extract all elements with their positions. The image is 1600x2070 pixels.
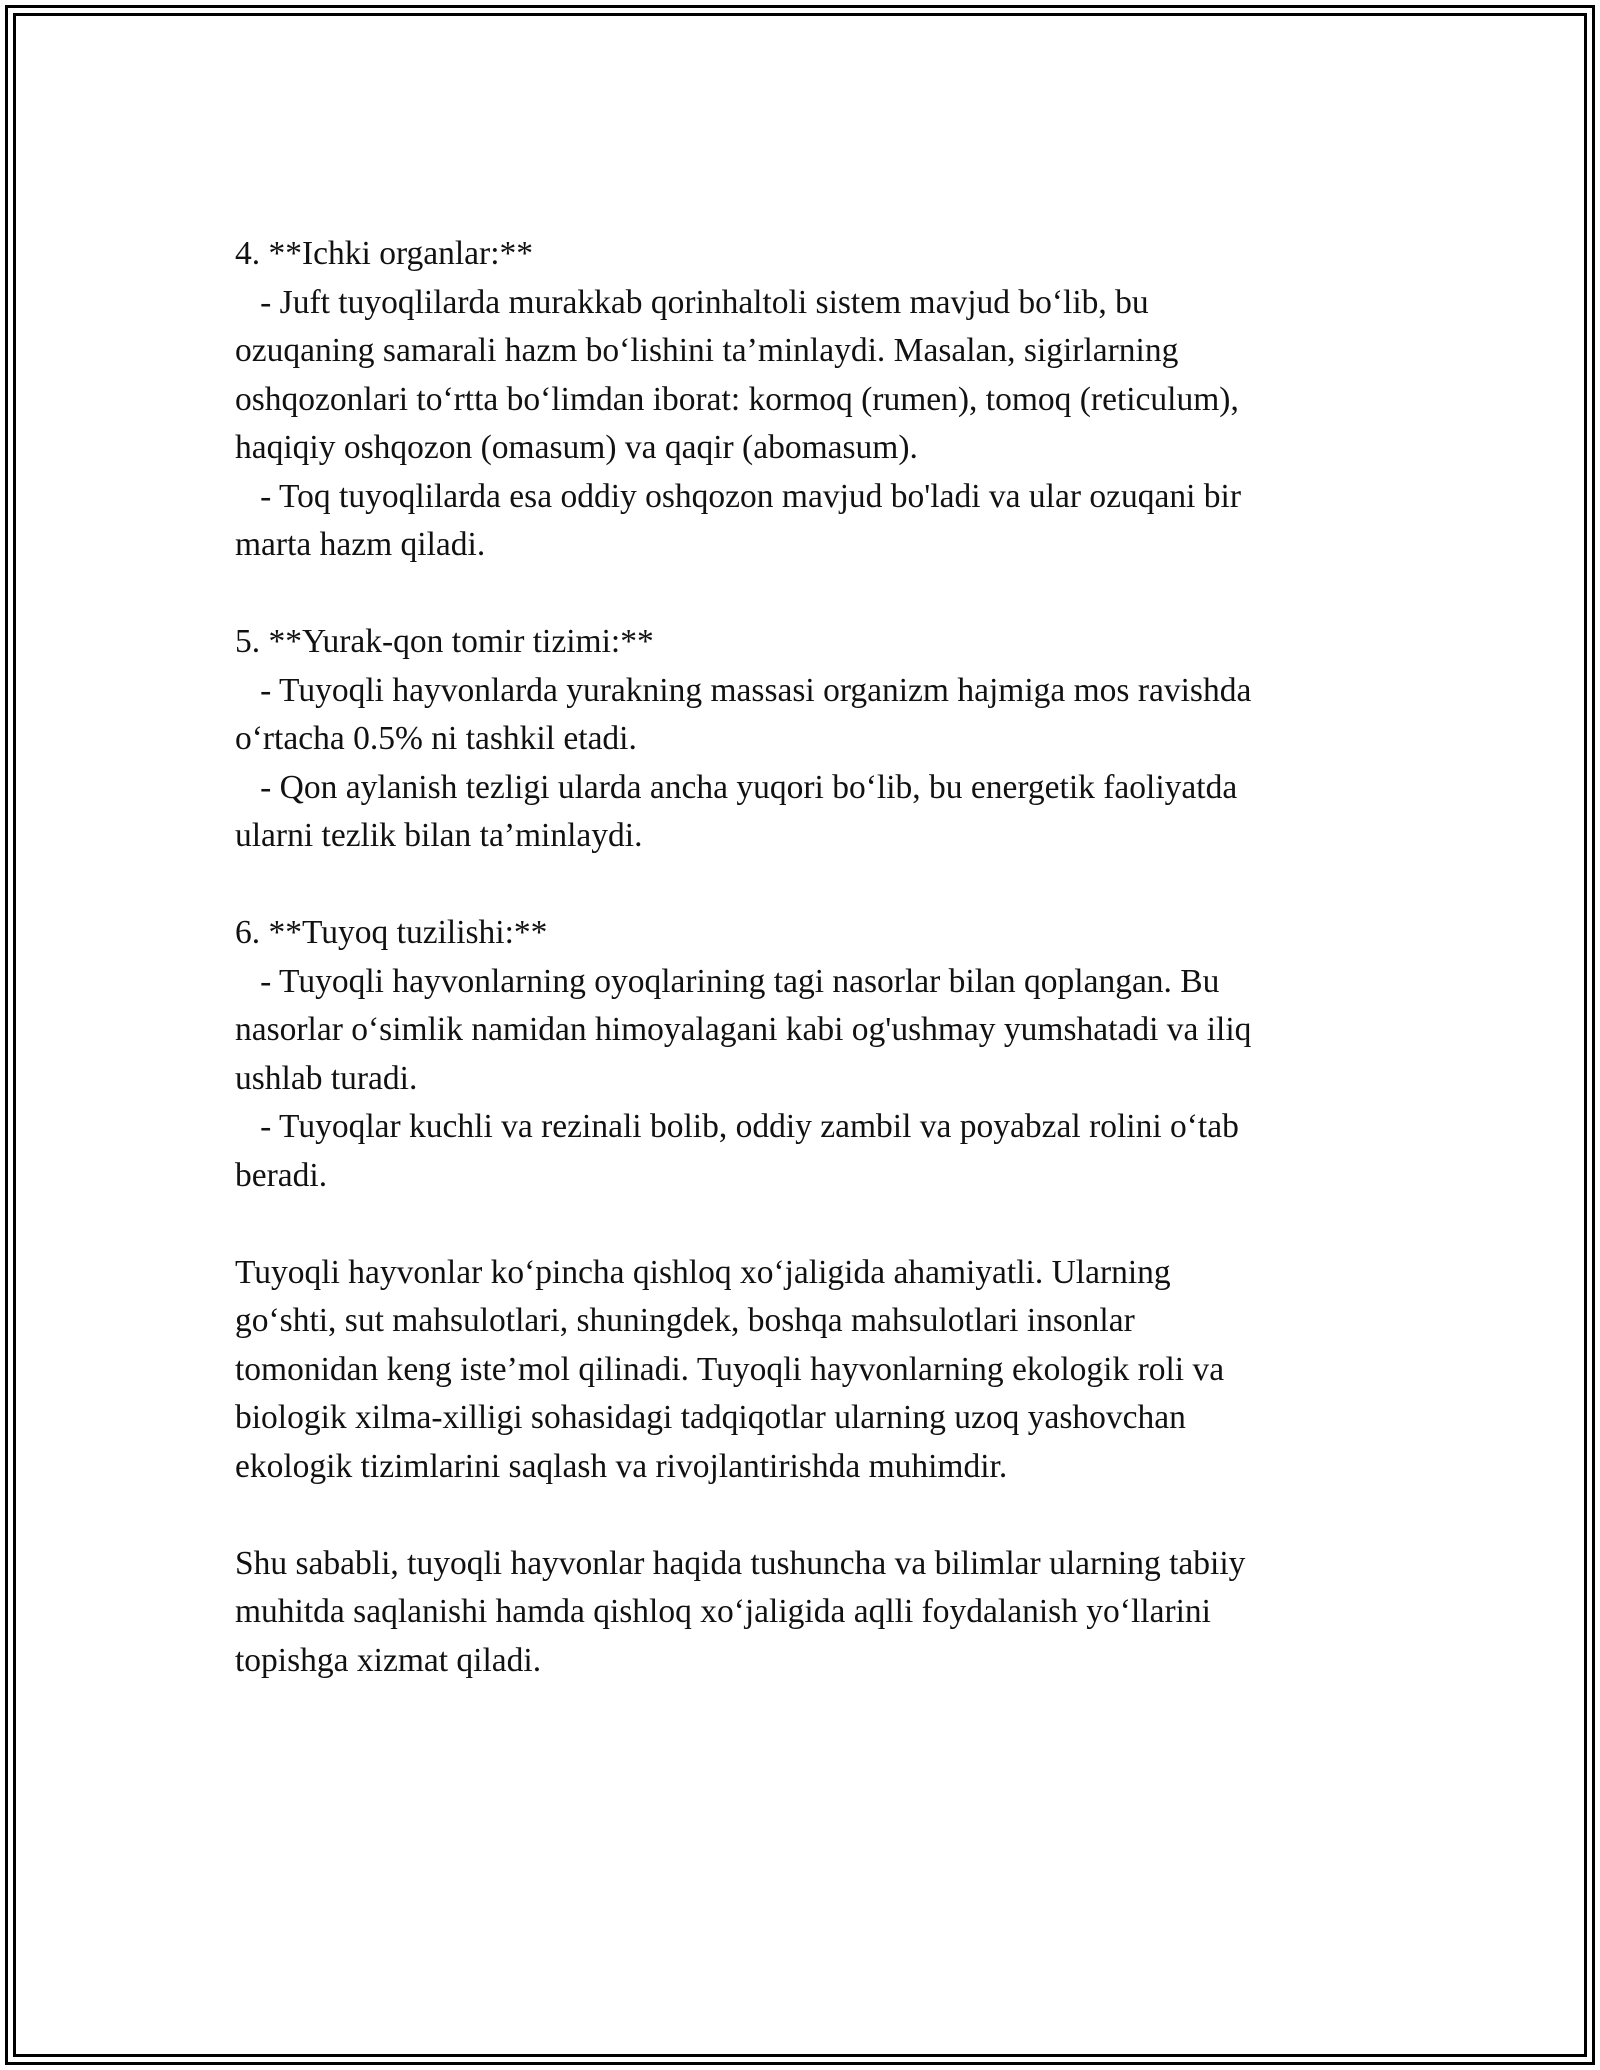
paragraph-gap	[235, 1491, 1385, 1540]
text-line: go‘shti, sut mahsulotlari, shuningdek, boshqa mahsulotlari insonlar	[235, 1302, 1135, 1339]
text-line: oshqozonlari to‘rtta bo‘limdan iborat: kormoq (rumen), tomoq (reticulum),	[235, 380, 1239, 418]
paragraph-ahamiyati	[235, 1249, 1385, 1492]
paragraph-gap	[235, 1200, 1385, 1249]
text-line: ularni tezlik bilan ta’minlaydi.	[235, 817, 643, 854]
text-line: - Tuyoqli hayvonlarning oyoqlarining tagi nasorlar bilan qoplangan. Bu	[235, 962, 1220, 1000]
text-line: ushlab turadi.	[235, 1059, 418, 1097]
text-line: beradi.	[235, 1156, 328, 1194]
text-line: muhitda saqlanishi hamda qishloq xo‘jaligida aqlli foydalanish yo‘llarini	[235, 1593, 1211, 1630]
paragraph-xulosa	[235, 1540, 1385, 1686]
text-line: ekologik tizimlarini saqlash va rivojlantirishda muhimdir.	[235, 1447, 1008, 1485]
text-line: - Tuyoqli hayvonlarda yurakning massasi organizm hajmiga mos ravishda	[235, 671, 1252, 709]
text-line: Tuyoqli hayvonlar ko‘pincha qishloq xo‘jaligida ahamiyatli. Ularning	[235, 1253, 1171, 1291]
section-heading: 6. **Tuyoq tuzilishi:**	[235, 914, 548, 951]
section-yurak-qon-tomir	[235, 618, 1385, 861]
text-line: haqiqiy oshqozon (omasum) va qaqir (abomasum).	[235, 429, 918, 466]
section-tuyoq-tuzilishi	[235, 909, 1385, 1200]
paragraph-gap	[235, 570, 1385, 619]
text-line: - Toq tuyoqlilarda esa oddiy oshqozon mavjud bo'ladi va ular ozuqani bir	[235, 477, 1241, 515]
text-line: topishga xizmat qiladi.	[235, 1641, 542, 1679]
text-line: - Juft tuyoqlilarda murakkab qorinhaltoli sistem mavjud bo‘lib, bu	[235, 283, 1149, 321]
section-heading: 4. **Ichki organlar:**	[235, 235, 534, 272]
text-line: tomonidan keng iste’mol qilinadi. Tuyoqli hayvonlarning ekologik roli va	[235, 1350, 1225, 1388]
paragraph-gap	[235, 861, 1385, 910]
text-line: marta hazm qiladi.	[235, 526, 486, 563]
text-line: - Tuyoqlar kuchli va rezinali bolib, oddiy zambil va poyabzal rolini o‘tab	[235, 1108, 1239, 1145]
text-line: nasorlar o‘simlik namidan himoyalagani kabi og'ushmay yumshatadi va iliq	[235, 1011, 1252, 1048]
section-heading: 5. **Yurak-qon tomir tizimi:**	[235, 623, 654, 660]
text-line: Shu sababli, tuyoqli hayvonlar haqida tushuncha va bilimlar ularning tabiiy	[235, 1544, 1246, 1582]
text-line: o‘rtacha 0.5% ni tashkil etadi.	[235, 720, 637, 757]
section-ichki-organlar	[235, 230, 1385, 570]
text-line: biologik xilma-xilligi sohasidagi tadqiqotlar ularning uzoq yashovchan	[235, 1399, 1186, 1436]
text-line: ozuqaning samarali hazm bo‘lishini ta’minlaydi. Masalan, sigirlarning	[235, 332, 1179, 369]
text-line: - Qon aylanish tezligi ularda ancha yuqori bo‘lib, bu energetik faoliyatda	[235, 768, 1238, 806]
document-body	[235, 230, 1385, 1685]
